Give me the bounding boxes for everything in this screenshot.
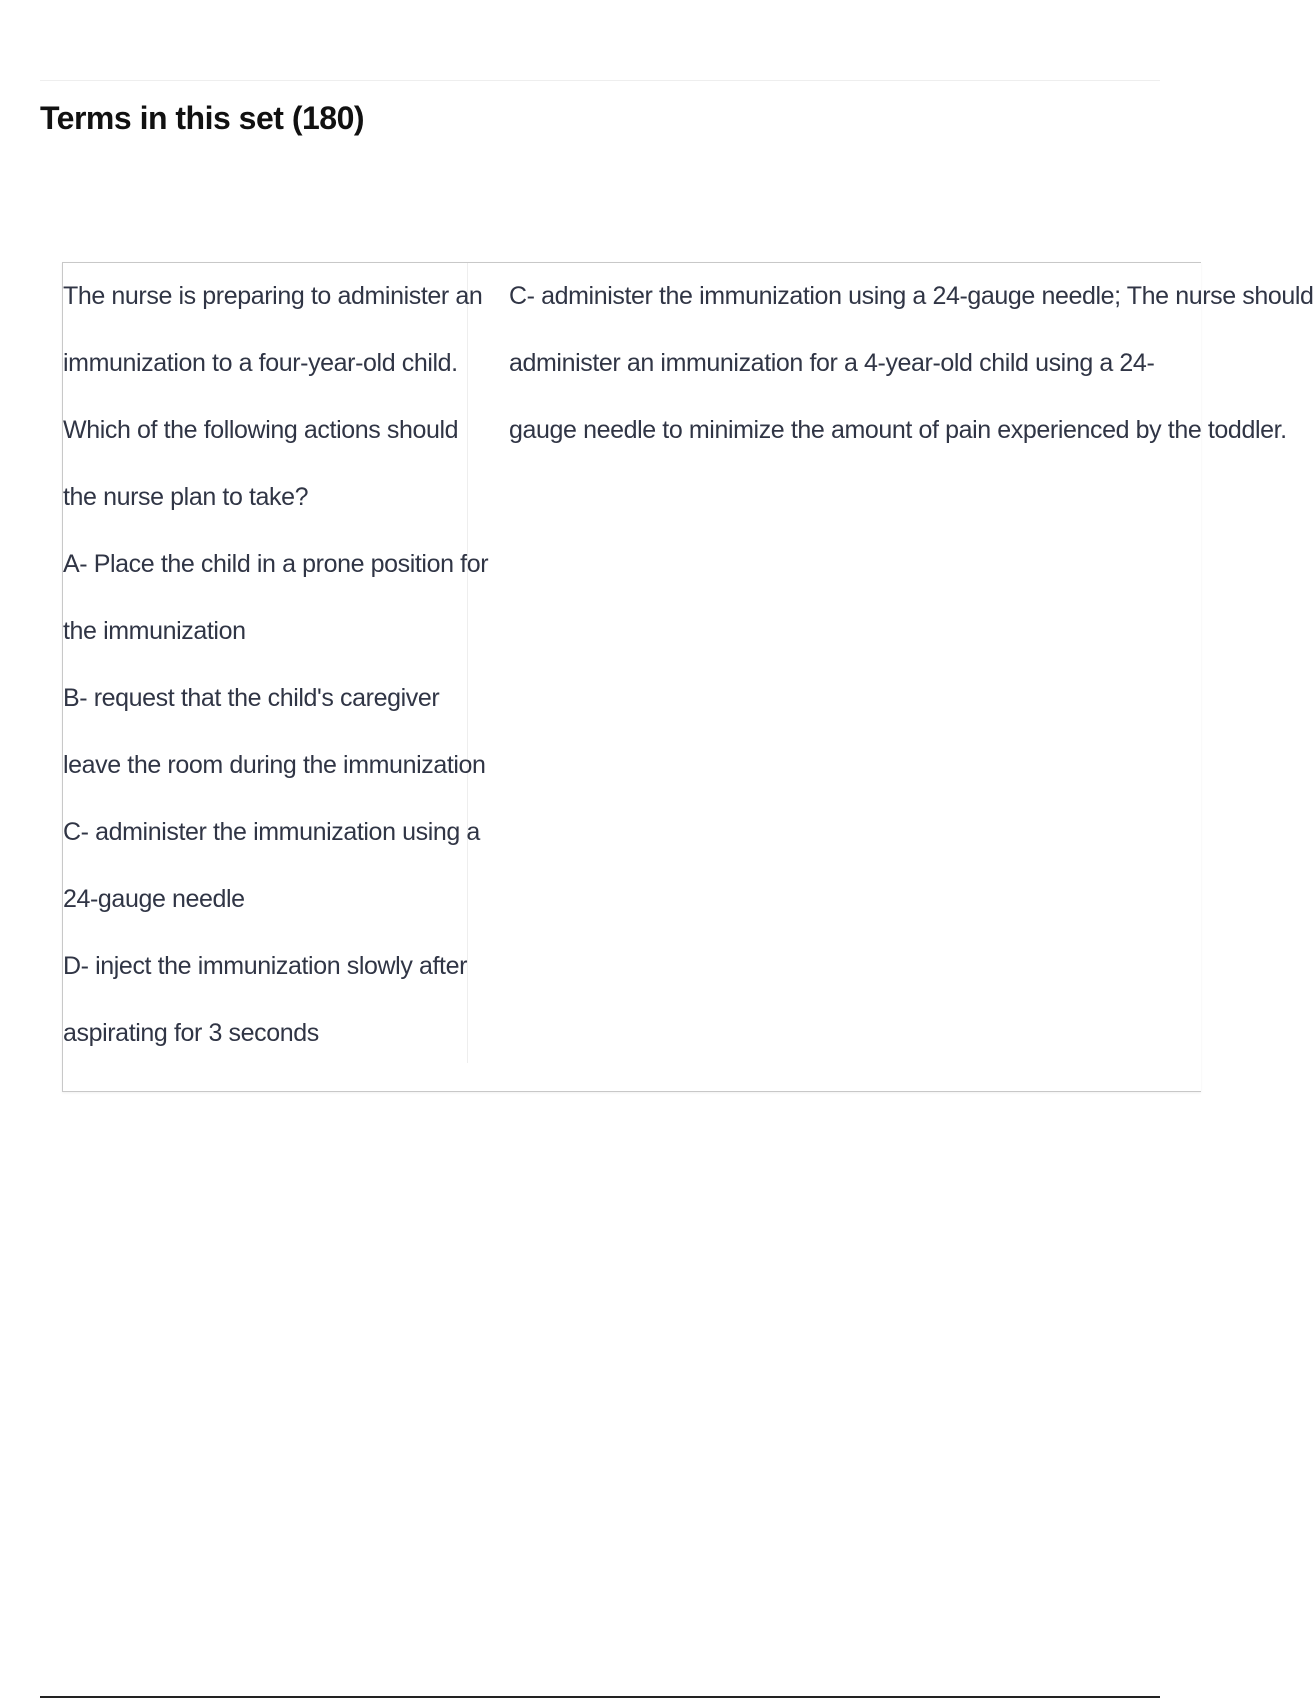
term-line: B- request that the child's caregiver [63,684,440,712]
term-line: immunization to a four-year-old child. [63,349,458,377]
term-line: the nurse plan to take? [63,483,309,511]
term-line: aspirating for 3 seconds [63,1019,319,1047]
set-heading: Terms in this set (180) [40,100,365,136]
term-line: the immunization [63,617,246,645]
term-line: The nurse is preparing to administer an [63,282,483,310]
term-line: 24-gauge needle [63,885,245,913]
term-line: C- administer the immunization using a [63,818,480,846]
term-line: A- Place the child in a prone position for [63,550,489,578]
definition-line: gauge needle to minimize the amount of pain experienced by the toddler. [509,416,1287,444]
term-card[interactable] [62,262,1314,1092]
bottom-divider [40,1696,1160,1698]
definition-text [509,263,1314,463]
term-line: D- inject the immunization slowly after [63,952,467,980]
definition-line: C- administer the immunization using a 24-gauge needle; The nurse should [509,282,1314,310]
top-divider [40,80,1160,81]
term-line: leave the room during the immunization [63,751,486,779]
definition-line: administer an immunization for a 4-year-old child using a 24- [509,349,1155,377]
term-text [63,263,489,1063]
term-line: Which of the following actions should [63,416,459,444]
